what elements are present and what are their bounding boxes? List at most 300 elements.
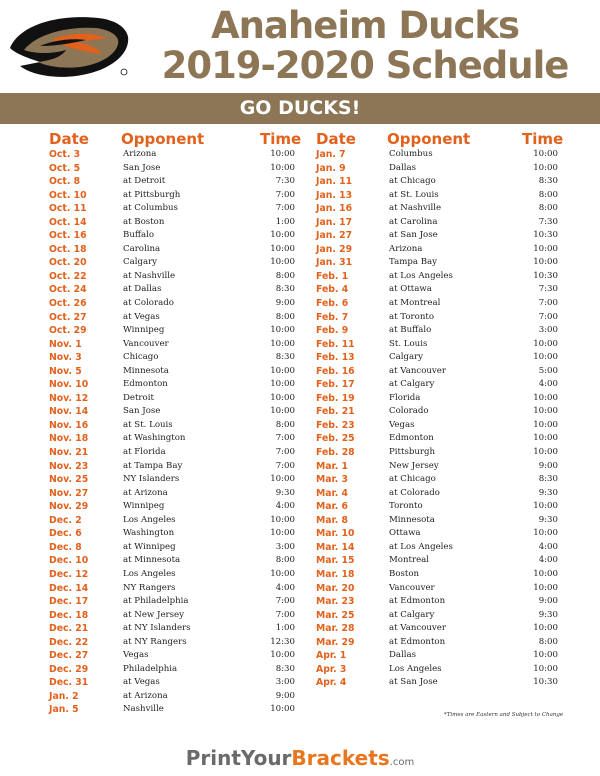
schedule-row [316, 243, 558, 257]
game-date: Nov. 5 [49, 365, 82, 377]
game-time: 10:00 [270, 257, 295, 268]
game-time: 4:00 [538, 555, 558, 566]
game-time: 10:00 [270, 230, 295, 241]
game-time: 10:00 [533, 501, 558, 512]
schedule-row [49, 338, 295, 352]
schedule-row [49, 595, 295, 609]
game-date: Dec. 17 [49, 596, 89, 608]
schedule-row [316, 595, 558, 609]
schedule-row [49, 216, 295, 230]
game-opponent: Los Angeles [389, 663, 442, 674]
game-time: 10:00 [533, 338, 558, 349]
schedule-row [316, 338, 558, 352]
game-time: 10:00 [270, 379, 295, 390]
game-date: Dec. 27 [49, 650, 89, 662]
game-date: Oct. 27 [49, 311, 87, 323]
game-opponent: at Buffalo [389, 325, 432, 336]
game-time: 10:00 [270, 514, 295, 525]
game-time: 7:00 [538, 311, 558, 322]
schedule-row [316, 392, 558, 406]
game-opponent: Montreal [389, 555, 430, 566]
schedule-row [49, 460, 295, 474]
game-time: 3:00 [275, 541, 295, 552]
game-time: 9:00 [538, 460, 558, 471]
game-time: 7:00 [275, 596, 295, 607]
schedule-row [49, 229, 295, 243]
footnote: *Times are Eastern and Subject to Change [444, 712, 564, 718]
game-time: 10:00 [533, 433, 558, 444]
game-time: 10:00 [533, 528, 558, 539]
schedule-row [49, 351, 295, 365]
game-opponent: Pittsburgh [389, 447, 436, 458]
game-opponent: San Jose [123, 406, 161, 417]
schedule-row [49, 243, 295, 257]
game-date: Oct. 8 [49, 176, 81, 188]
schedule-row [316, 419, 558, 433]
game-time: 10:00 [533, 568, 558, 579]
game-opponent: Vancouver [389, 582, 435, 593]
game-time: 10:00 [270, 406, 295, 417]
game-date: Jan. 11 [316, 176, 353, 188]
game-opponent: at Pittsburgh [123, 189, 181, 200]
schedule-row [316, 351, 558, 365]
game-opponent: at Colorado [389, 487, 440, 498]
game-opponent: at Columbus [123, 203, 178, 214]
schedule-row [316, 446, 558, 460]
game-opponent: at Calgary [389, 609, 435, 620]
game-date: Dec. 29 [49, 663, 89, 675]
game-date: Mar. 29 [316, 636, 355, 648]
schedule-row [49, 554, 295, 568]
schedule-row [49, 527, 295, 541]
game-date: Nov. 21 [49, 447, 89, 459]
game-opponent: at Arizona [123, 487, 168, 498]
game-date: Mar. 3 [316, 474, 349, 486]
game-time: 8:30 [275, 352, 295, 363]
schedule-row [316, 460, 558, 474]
schedule-row [49, 189, 295, 203]
game-time: 10:00 [533, 392, 558, 403]
schedule-row [49, 202, 295, 216]
schedule-row [316, 432, 558, 446]
game-date: Nov. 3 [49, 352, 82, 364]
schedule-row [316, 175, 558, 189]
game-date: Oct. 3 [49, 149, 81, 160]
game-date: Jan. 31 [316, 257, 353, 269]
schedule-row [316, 311, 558, 325]
footer-brand [0, 746, 600, 770]
game-time: 7:00 [275, 460, 295, 471]
schedule-row [49, 162, 295, 176]
game-date: Mar. 10 [316, 528, 355, 540]
game-time: 9:00 [275, 690, 295, 701]
game-time: 7:00 [275, 447, 295, 458]
game-opponent: Minnesota [389, 514, 435, 525]
game-time: 10:00 [270, 162, 295, 173]
schedule-row [49, 500, 295, 514]
game-opponent: at Philadelphia [123, 596, 189, 607]
schedule-row [316, 676, 558, 690]
game-date: Jan. 29 [316, 243, 353, 255]
game-date: Feb. 23 [316, 419, 355, 431]
game-opponent: at Detroit [123, 176, 166, 187]
game-date: Feb. 25 [316, 433, 355, 445]
game-date: Mar. 14 [316, 541, 355, 553]
game-date: Feb. 6 [316, 298, 349, 310]
game-opponent: Arizona [123, 149, 157, 159]
game-opponent: at Chicago [389, 474, 436, 485]
left-time-header: Time [260, 130, 302, 148]
game-opponent: Dallas [389, 162, 417, 173]
schedule-row [49, 378, 295, 392]
game-time: 4:00 [275, 582, 295, 593]
game-time: 10:00 [270, 528, 295, 539]
game-time: 3:00 [275, 677, 295, 688]
game-date: Apr. 3 [316, 663, 347, 675]
game-date: Oct. 14 [49, 216, 87, 228]
schedule-row [49, 148, 295, 162]
game-opponent: NY Rangers [123, 582, 176, 593]
schedule-row [316, 622, 558, 636]
game-opponent: Winnipeg [123, 501, 165, 512]
schedule-row [49, 446, 295, 460]
schedule-row [49, 432, 295, 446]
game-opponent: at Los Angeles [389, 270, 453, 281]
schedule-row [49, 297, 295, 311]
game-opponent: at Arizona [123, 690, 168, 701]
game-date: Jan. 7 [316, 149, 346, 160]
game-time: 8:30 [538, 474, 558, 485]
game-date: Mar. 23 [316, 596, 355, 608]
game-opponent: at Vegas [123, 311, 160, 322]
game-time: 10:00 [533, 406, 558, 417]
game-time: 10:00 [270, 325, 295, 336]
schedule-row [316, 189, 558, 203]
game-opponent: Minnesota [123, 365, 169, 376]
game-opponent: Calgary [123, 257, 158, 268]
schedule-row [316, 297, 558, 311]
game-opponent: at Colorado [123, 298, 174, 309]
game-date: Oct. 5 [49, 162, 81, 174]
game-time: 8:00 [275, 555, 295, 566]
schedule-row [49, 256, 295, 270]
game-opponent: Vegas [389, 419, 415, 430]
schedule-row [316, 554, 558, 568]
game-time: 7:00 [275, 609, 295, 620]
game-time: 1:00 [275, 216, 295, 227]
game-opponent: at Carolina [389, 216, 438, 227]
game-opponent: Carolina [123, 243, 161, 254]
game-date: Apr. 4 [316, 677, 347, 689]
game-date: Feb. 19 [316, 392, 355, 404]
game-date: Feb. 1 [316, 270, 349, 282]
game-date: Oct. 10 [49, 189, 87, 201]
game-time: 8:30 [538, 176, 558, 187]
game-date: Oct. 18 [49, 243, 87, 255]
game-opponent: at San Jose [389, 677, 438, 688]
game-time: 7:30 [538, 216, 558, 227]
game-date: Nov. 10 [49, 379, 89, 391]
game-opponent: at Florida [123, 447, 166, 458]
game-time: 10:00 [533, 582, 558, 593]
game-opponent: Los Angeles [123, 568, 176, 579]
schedule-row [316, 609, 558, 623]
game-date: Oct. 29 [49, 325, 87, 337]
left-schedule-column [49, 148, 295, 717]
schedule-row [316, 378, 558, 392]
schedule-row [49, 582, 295, 596]
game-time: 4:00 [275, 501, 295, 512]
schedule-row [49, 311, 295, 325]
game-time: 7:00 [275, 433, 295, 444]
game-date: Nov. 23 [49, 460, 89, 472]
game-opponent: at Vegas [123, 677, 160, 688]
game-time: 10:00 [533, 162, 558, 173]
schedule-row [316, 324, 558, 338]
game-date: Nov. 29 [49, 501, 89, 513]
game-time: 10:00 [533, 623, 558, 634]
game-date: Feb. 21 [316, 406, 355, 418]
game-date: Jan. 13 [316, 189, 353, 201]
schedule-row [49, 690, 295, 704]
game-opponent: at Washington [123, 433, 186, 444]
schedule-row [316, 582, 558, 596]
game-time: 1:00 [275, 623, 295, 634]
game-opponent: Colorado [389, 406, 429, 417]
game-opponent: Calgary [389, 352, 424, 363]
game-time: 10:00 [533, 650, 558, 661]
game-date: Dec. 22 [49, 636, 89, 648]
game-opponent: at Dallas [123, 284, 162, 295]
game-time: 9:30 [538, 514, 558, 525]
game-opponent: at St. Louis [123, 419, 173, 430]
game-date: Apr. 1 [316, 650, 347, 662]
game-date: Dec. 8 [49, 541, 82, 553]
game-opponent: at Boston [123, 216, 165, 227]
game-date: Oct. 24 [49, 284, 87, 296]
game-time: 10:30 [533, 270, 558, 281]
left-date-header: Date [49, 130, 89, 148]
schedule-row [316, 229, 558, 243]
schedule-row [316, 541, 558, 555]
schedule-row [316, 202, 558, 216]
game-time: 10:00 [270, 243, 295, 254]
schedule-row [316, 473, 558, 487]
game-date: Nov. 14 [49, 406, 89, 418]
game-opponent: Winnipeg [123, 325, 165, 336]
game-time: 10:00 [270, 650, 295, 661]
game-opponent: Buffalo [123, 230, 155, 241]
game-opponent: at Calgary [389, 379, 435, 390]
schedule-row [316, 636, 558, 650]
game-opponent: New Jersey [389, 460, 439, 471]
right-time-header: Time [522, 130, 564, 148]
game-opponent: Vancouver [123, 338, 169, 349]
schedule-row [49, 636, 295, 650]
right-date-header: Date [316, 130, 356, 148]
game-opponent: Florida [389, 392, 421, 403]
game-date: Dec. 2 [49, 514, 82, 526]
schedule-row [49, 419, 295, 433]
schedule-row [49, 649, 295, 663]
game-time: 8:30 [275, 284, 295, 295]
game-time: 10:00 [533, 419, 558, 430]
schedule-row [49, 392, 295, 406]
game-time: 9:30 [538, 609, 558, 620]
game-opponent: Ottawa [389, 528, 421, 539]
schedule-row [49, 175, 295, 189]
game-opponent: at Montreal [389, 298, 441, 309]
game-date: Jan. 17 [316, 216, 353, 228]
game-time: 10:00 [270, 365, 295, 376]
game-time: 10:00 [533, 663, 558, 674]
game-date: Nov. 27 [49, 487, 89, 499]
game-opponent: at Chicago [389, 176, 436, 187]
game-date: Feb. 28 [316, 447, 355, 459]
game-time: 10:00 [533, 447, 558, 458]
footer-brand-part2: Brackets [291, 746, 390, 770]
schedule-row [49, 541, 295, 555]
game-date: Feb. 17 [316, 379, 355, 391]
schedule-row [316, 487, 558, 501]
game-opponent: at Tampa Bay [123, 460, 183, 471]
game-opponent: Philadelphia [123, 663, 178, 674]
game-opponent: Tampa Bay [389, 257, 437, 268]
schedule-row [49, 609, 295, 623]
game-opponent: at NY Rangers [123, 636, 187, 647]
game-date: Oct. 22 [49, 270, 87, 282]
game-date: Dec. 14 [49, 582, 89, 594]
game-opponent: at Edmonton [389, 636, 446, 647]
game-opponent: at Nashville [389, 203, 442, 214]
game-time: 8:00 [538, 203, 558, 214]
game-time: 9:30 [538, 487, 558, 498]
game-opponent: at New Jersey [123, 609, 184, 620]
schedule-row [49, 405, 295, 419]
game-opponent: Columbus [389, 149, 433, 159]
game-time: 10:00 [270, 568, 295, 579]
game-date: Mar. 15 [316, 555, 355, 567]
footer-brand-part1: PrintYour [185, 746, 292, 770]
game-opponent: Nashville [123, 704, 164, 715]
game-date: Mar. 6 [316, 501, 349, 513]
game-opponent: Boston [389, 568, 420, 579]
game-opponent: Edmonton [389, 433, 434, 444]
schedule-row [316, 663, 558, 677]
game-opponent: Detroit [123, 392, 154, 403]
game-date: Dec. 12 [49, 568, 89, 580]
game-date: Nov. 25 [49, 474, 89, 486]
page-subtitle: 2019-2020 Schedule [161, 44, 569, 87]
game-date: Feb. 9 [316, 325, 349, 337]
game-date: Dec. 10 [49, 555, 89, 567]
schedule-row [49, 703, 295, 717]
game-opponent: Los Angeles [123, 514, 176, 525]
schedule-row [316, 216, 558, 230]
schedule-row [316, 365, 558, 379]
schedule-row [316, 514, 558, 528]
schedule-row [316, 283, 558, 297]
game-date: Jan. 27 [316, 230, 353, 242]
game-time: 8:00 [275, 270, 295, 281]
game-date: Mar. 1 [316, 460, 349, 472]
game-date: Dec. 31 [49, 677, 89, 689]
game-date: Feb. 16 [316, 365, 355, 377]
game-time: 10:00 [270, 392, 295, 403]
game-opponent: San Jose [123, 162, 161, 173]
schedule-row [316, 568, 558, 582]
schedule-row [49, 487, 295, 501]
game-date: Feb. 7 [316, 311, 349, 323]
game-time: 10:00 [533, 352, 558, 363]
go-ducks-banner: GO DUCKS! [0, 93, 600, 124]
game-date: Oct. 20 [49, 257, 87, 269]
game-time: 10:00 [270, 474, 295, 485]
game-opponent: at San Jose [389, 230, 438, 241]
game-date: Jan. 16 [316, 203, 353, 215]
schedule-row [316, 500, 558, 514]
game-time: 8:30 [275, 663, 295, 674]
game-opponent: Dallas [389, 650, 417, 661]
game-date: Mar. 4 [316, 487, 349, 499]
game-time: 3:00 [538, 325, 558, 336]
anaheim-ducks-logo-icon [6, 10, 132, 82]
game-date: Jan. 5 [49, 704, 79, 716]
game-time: 9:30 [275, 487, 295, 498]
left-opponent-header: Opponent [121, 130, 205, 148]
game-opponent: St. Louis [389, 338, 428, 349]
game-opponent: Toronto [389, 501, 423, 512]
game-date: Nov. 18 [49, 433, 89, 445]
right-opponent-header: Opponent [387, 130, 471, 148]
game-time: 8:00 [275, 311, 295, 322]
game-date: Feb. 13 [316, 352, 355, 364]
game-opponent: at Los Angeles [389, 541, 453, 552]
schedule-row [316, 162, 558, 176]
game-opponent: Chicago [123, 352, 159, 363]
game-time: 5:00 [538, 365, 558, 376]
game-time: 9:00 [275, 298, 295, 309]
game-date: Oct. 16 [49, 230, 87, 242]
game-date: Jan. 2 [49, 690, 79, 702]
page-title: Anaheim Ducks [210, 4, 520, 47]
game-opponent: Vegas [123, 650, 149, 661]
game-opponent: at Winnipeg [123, 541, 176, 552]
schedule-row [316, 256, 558, 270]
game-time: 4:00 [538, 541, 558, 552]
game-date: Mar. 8 [316, 514, 349, 526]
game-time: 10:00 [533, 243, 558, 254]
game-opponent: at Vancouver [389, 365, 446, 376]
game-opponent: at Ottawa [389, 284, 432, 295]
game-time: 10:30 [533, 677, 558, 688]
game-time: 8:00 [275, 419, 295, 430]
game-opponent: NY Islanders [123, 474, 180, 485]
game-time: 8:00 [538, 189, 558, 200]
schedule-row [49, 270, 295, 284]
game-time: 10:30 [533, 230, 558, 241]
game-date: Mar. 28 [316, 623, 355, 635]
schedule-row [49, 622, 295, 636]
game-date: Mar. 18 [316, 568, 355, 580]
schedule-row [49, 676, 295, 690]
game-date: Mar. 25 [316, 609, 355, 621]
game-time: 10:00 [270, 704, 295, 715]
schedule-row [316, 649, 558, 663]
game-opponent: at Minnesota [123, 555, 181, 566]
schedule-row [49, 663, 295, 677]
game-time: 10:00 [533, 257, 558, 268]
